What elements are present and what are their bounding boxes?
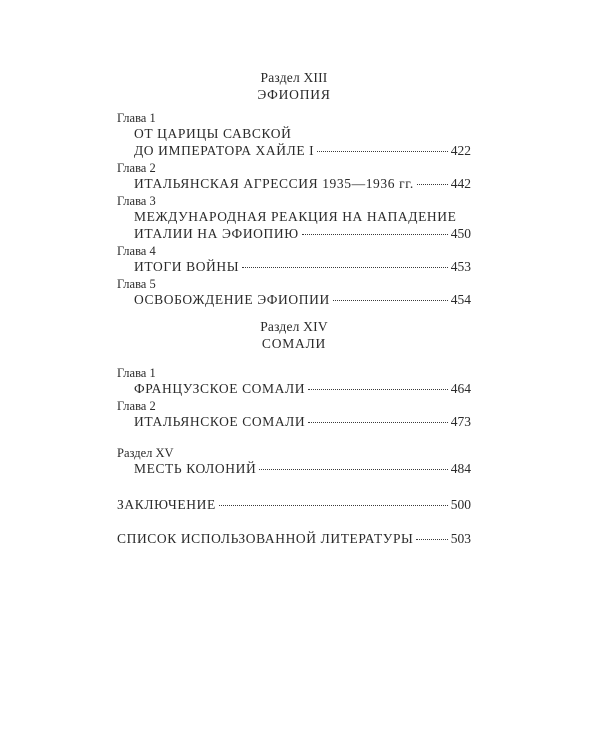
dot-leader <box>259 468 447 470</box>
toc-page-number: 450 <box>450 226 471 241</box>
toc-entry-title: ДО ИМПЕРАТОРА ХАЙЛЕ I <box>134 143 315 158</box>
dot-leader <box>417 183 448 185</box>
toc-entry[interactable] <box>117 496 471 513</box>
toc-page-number: 464 <box>450 381 471 396</box>
dot-leader <box>242 266 448 268</box>
toc-entry[interactable] <box>117 258 471 275</box>
toc-page-number: 454 <box>450 292 471 307</box>
chapter-label: Раздел XV <box>117 446 174 460</box>
toc-entry[interactable] <box>117 142 471 159</box>
toc-entry[interactable] <box>117 413 471 430</box>
toc-entry[interactable] <box>117 291 471 308</box>
chapter-label: Глава 3 <box>117 194 156 208</box>
dot-leader <box>333 299 448 301</box>
toc-entry-title: ИТАЛЬЯНСКОЕ СОМАЛИ <box>134 414 306 429</box>
toc-entry-title: ИТАЛЬЯНСКАЯ АГРЕССИЯ 1935—1936 гг. <box>134 176 414 191</box>
toc-entry-title: МЕСТЬ КОЛОНИЙ <box>134 461 257 476</box>
chapter-label: Глава 1 <box>117 366 156 380</box>
dot-leader <box>308 388 448 390</box>
section-label: Раздел XIV <box>260 319 328 334</box>
toc-page-number: 503 <box>450 531 471 546</box>
toc-page-number: 422 <box>450 143 471 158</box>
dot-leader <box>416 538 447 540</box>
conclusion-title: ЗАКЛЮЧЕНИЕ <box>117 497 216 512</box>
section-title: ЭФИОПИЯ <box>257 87 331 102</box>
toc-entry[interactable] <box>117 380 471 397</box>
toc-entry[interactable] <box>117 460 471 477</box>
toc-page-number: 442 <box>450 176 471 191</box>
toc-page-number: 453 <box>450 259 471 274</box>
chapter-label: Глава 2 <box>117 399 156 413</box>
toc-entry-title: ИТОГИ ВОЙНЫ <box>134 259 240 274</box>
toc-entry-title: ФРАНЦУЗСКОЕ СОМАЛИ <box>134 381 306 396</box>
bibliography-title: СПИСОК ИСПОЛЬЗОВАННОЙ ЛИТЕРАТУРЫ <box>117 531 414 546</box>
chapter-label: Глава 1 <box>117 111 156 125</box>
chapter-label: Глава 4 <box>117 244 156 258</box>
toc-entry[interactable] <box>117 530 471 547</box>
dot-leader <box>317 150 447 152</box>
toc-page-number: 500 <box>450 497 471 512</box>
dot-leader <box>219 504 448 506</box>
toc-entry-title: ОСВОБОЖДЕНИЕ ЭФИОПИИ <box>134 292 330 307</box>
toc-page-number: 473 <box>450 414 471 429</box>
table-of-contents <box>117 70 471 547</box>
toc-entry-title: ИТАЛИИ НА ЭФИОПИЮ <box>134 226 299 241</box>
toc-entry[interactable] <box>117 225 471 242</box>
chapter-label: Глава 5 <box>117 277 156 291</box>
chapter-label: Глава 2 <box>117 161 156 175</box>
section-label: Раздел XIII <box>260 70 328 85</box>
toc-page-number: 484 <box>450 461 471 476</box>
dot-leader <box>302 233 448 235</box>
section-title: СОМАЛИ <box>261 336 327 351</box>
toc-line: ОТ ЦАРИЦЫ САВСКОЙ <box>134 126 292 141</box>
toc-entry[interactable] <box>117 175 471 192</box>
dot-leader <box>308 421 447 423</box>
toc-line: МЕЖДУНАРОДНАЯ РЕАКЦИЯ НА НАПАДЕНИЕ <box>134 209 457 224</box>
